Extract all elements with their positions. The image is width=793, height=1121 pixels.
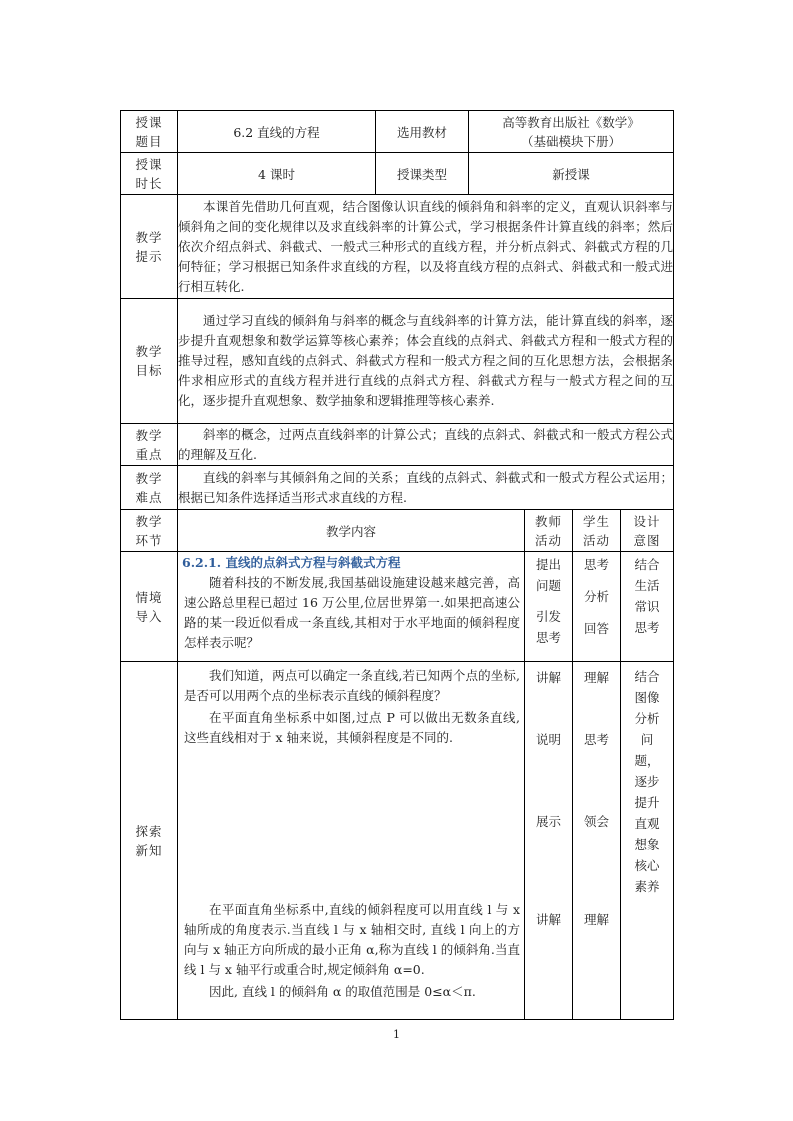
explore-content bbox=[178, 662, 525, 1020]
figure-placeholder bbox=[178, 749, 524, 899]
student-act-1: 理解 bbox=[583, 670, 609, 685]
row-tips bbox=[121, 195, 674, 299]
tips-text: 本课首先借助几何直观，结合图像认识直线的倾斜角和斜率的定义，直观认识斜率与倾斜角之间的变化规律以及求直线斜率的计算公式，学习根据条件计算直线的斜率；然后依次介绍点斜式、斜截式、一般式三种形式的直线方程，并分析点斜式、斜截式方程的几何特征；学习根据已知条件求直线的方程，以及将直线方程的点斜式、斜截式和一般式进行相互转化. bbox=[178, 195, 674, 299]
explore-teacher bbox=[525, 662, 573, 1020]
row-key bbox=[121, 424, 674, 466]
teacher-act-3: 展示 bbox=[535, 814, 561, 829]
label-difficulty: 教学 难点 bbox=[121, 466, 178, 510]
row-goals bbox=[121, 299, 674, 424]
textbook-value: 高等教育出版社《数学》 （基础模块下册） bbox=[469, 111, 674, 153]
label-duration: 授课 时长 bbox=[121, 153, 178, 195]
col-content: 教学内容 bbox=[178, 510, 525, 552]
col-design: 设计 意图 bbox=[621, 510, 674, 552]
explore-p2: 在平面直角坐标系中如图,过点 P 可以做出无数条直线,这些直线相对于 x 轴来说，其倾斜程度是不同的. bbox=[184, 710, 520, 745]
label-goals: 教学 目标 bbox=[121, 299, 178, 424]
intro-teacher: 提出 问题 引发 思考 bbox=[525, 552, 573, 662]
label-type: 授课类型 bbox=[376, 153, 469, 195]
explore-p1: 我们知道，两点可以确定一条直线,若已知两个点的坐标,是否可以用两个点的坐标表示直线的倾斜程度？ bbox=[184, 668, 520, 703]
col-stage: 教学 环节 bbox=[121, 510, 178, 552]
row-explore bbox=[121, 662, 674, 1020]
lesson-plan-table bbox=[120, 110, 674, 1020]
page-number: 1 bbox=[393, 1028, 400, 1041]
duration-value: 4 课时 bbox=[178, 153, 376, 195]
explore-p3: 在平面直角坐标系中,直线的倾斜程度可以用直线 l 与 x 轴所成的角度表示.当直线 l 与 x 轴相交时, 直线 l 向上的方向与 x 轴正方向所成的最小正角 α,称为直线 l 的倾斜角.当直线 l 与 x 轴平行或重合时,规定倾斜角 α=0. bbox=[184, 902, 520, 977]
col-teacher: 教师 活动 bbox=[525, 510, 573, 552]
intro-content bbox=[178, 552, 525, 662]
header-row-duration bbox=[121, 153, 674, 195]
label-key: 教学 重点 bbox=[121, 424, 178, 466]
col-student: 学生 活动 bbox=[573, 510, 621, 552]
explore-student bbox=[573, 662, 621, 1020]
row-intro bbox=[121, 552, 674, 662]
goals-text: 通过学习直线的倾斜角与斜率的概念与直线斜率的计算方法，能计算直线的斜率，逐步提升直观想象和数学运算等核心素养；体会直线的点斜式、斜截式方程和一般式方程的推导过程，感知直线的点斜式、斜截式方程和一般式方程之间的互化思想方法，会根据条件求相应形式的直线方程并进行直线的点斜式方程、斜截式方程与一般式方程之间的互化，逐步提升直观想象、数学抽象和逻辑推理等核心素养. bbox=[178, 299, 674, 424]
topic-value: 6.2 直线的方程 bbox=[178, 111, 376, 153]
header-row-topic bbox=[121, 111, 674, 153]
intro-student: 思考 分析 回答 bbox=[573, 552, 621, 662]
teacher-act-4: 讲解 bbox=[535, 912, 561, 927]
intro-text: 随着科技的不断发展,我国基础设施建设越来越完善，高速公路总里程已超过 16 万公里,位居世界第一.如果把高速公路的某一段近似看成一条直线,其相对于水平地面的倾斜程度怎样表示呢？ bbox=[184, 575, 520, 650]
explore-design: 结合 图像 分析 问 题， 逐步 提升 直观 想象 核心 素养 bbox=[621, 662, 674, 1020]
label-tips: 教学 提示 bbox=[121, 195, 178, 299]
explore-p4: 因此, 直线 l 的倾斜角 α 的取值范围是 0≤α＜π. bbox=[209, 984, 476, 999]
column-header-row bbox=[121, 510, 674, 552]
student-act-3: 领会 bbox=[583, 814, 609, 829]
label-explore: 探索 新知 bbox=[121, 662, 178, 1020]
intro-design: 结合 生活 常识 思考 bbox=[621, 552, 674, 662]
student-act-4: 理解 bbox=[583, 912, 609, 927]
key-text: 斜率的概念，过两点直线斜率的计算公式；直线的点斜式、斜截式和一般式方程公式的理解及互化. bbox=[178, 424, 674, 466]
teacher-act-2: 说明 bbox=[535, 732, 561, 747]
teacher-act-1: 讲解 bbox=[535, 670, 561, 685]
intro-heading: 6.2.1. 直线的点斜式方程与斜截式方程 bbox=[182, 555, 401, 570]
label-intro: 情境 导入 bbox=[121, 552, 178, 662]
row-difficulty bbox=[121, 466, 674, 510]
label-textbook: 选用教材 bbox=[376, 111, 469, 153]
student-act-2: 思考 bbox=[583, 732, 609, 747]
difficulty-text: 直线的斜率与其倾斜角之间的关系；直线的点斜式、斜截式和一般式方程公式运用；根据已知条件选择适当形式求直线的方程. bbox=[178, 466, 674, 510]
type-value: 新授课 bbox=[469, 153, 674, 195]
label-topic: 授课 题目 bbox=[121, 111, 178, 153]
